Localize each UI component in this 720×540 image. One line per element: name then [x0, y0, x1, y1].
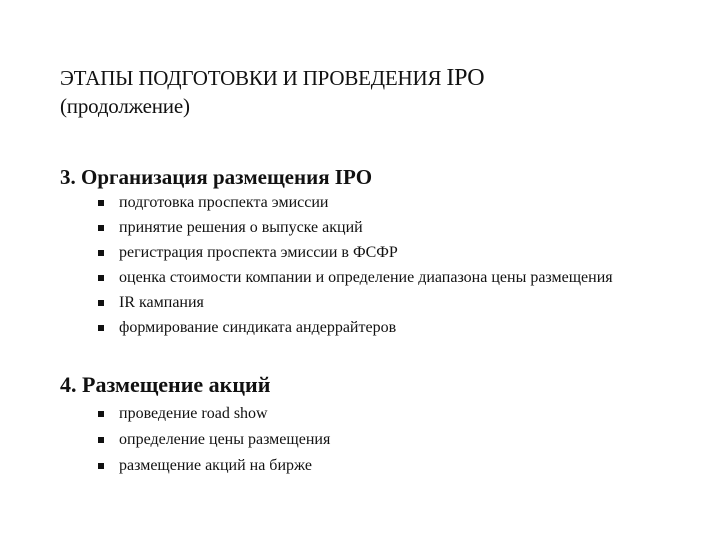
list-item: [98, 318, 618, 338]
list-item: [98, 430, 618, 450]
title-prefix: ЭТАПЫ ПОДГОТОВКИ И ПРОВЕДЕНИЯ: [60, 66, 442, 90]
list-item-text: IR кампания: [119, 294, 204, 311]
list-item: [98, 268, 618, 288]
list-item-text: формирование синдиката андеррайтеров: [119, 319, 397, 336]
list-item-text: подготовка проспекта эмиссии: [119, 194, 329, 211]
square-bullet-icon: [98, 411, 104, 417]
list-item-text: оценка стоимости компании и определение диапазона цены размещения: [119, 269, 613, 286]
title-line-2: (продолжение): [60, 94, 190, 118]
section-3-list: [98, 193, 618, 343]
title-ipo: IPO: [446, 65, 485, 91]
list-item-text: регистрация проспекта эмиссии в ФСФР: [119, 244, 398, 261]
square-bullet-icon: [98, 250, 104, 256]
section-4-heading: 4. Размещение акций: [60, 372, 271, 397]
square-bullet-icon: [98, 275, 104, 281]
square-bullet-icon: [98, 300, 104, 306]
square-bullet-icon: [98, 200, 104, 206]
title-line-1: [60, 64, 680, 92]
list-item: [98, 218, 618, 238]
list-item-text: размещение акций на бирже: [119, 457, 312, 474]
square-bullet-icon: [98, 437, 104, 443]
list-item: [98, 243, 618, 263]
list-item-text: принятие решения о выпуске акций: [119, 219, 363, 236]
section-4-list: [98, 404, 618, 482]
section-3-heading: 3. Организация размещения IPO: [60, 165, 373, 189]
list-item-text: проведение road show: [119, 405, 268, 422]
square-bullet-icon: [98, 225, 104, 231]
list-item: [98, 404, 618, 424]
list-item: [98, 193, 618, 213]
square-bullet-icon: [98, 463, 104, 469]
list-item-text: определение цены размещения: [119, 431, 331, 448]
list-item: [98, 456, 618, 476]
list-item: [98, 293, 618, 313]
slide-title: [60, 64, 680, 120]
square-bullet-icon: [98, 325, 104, 331]
